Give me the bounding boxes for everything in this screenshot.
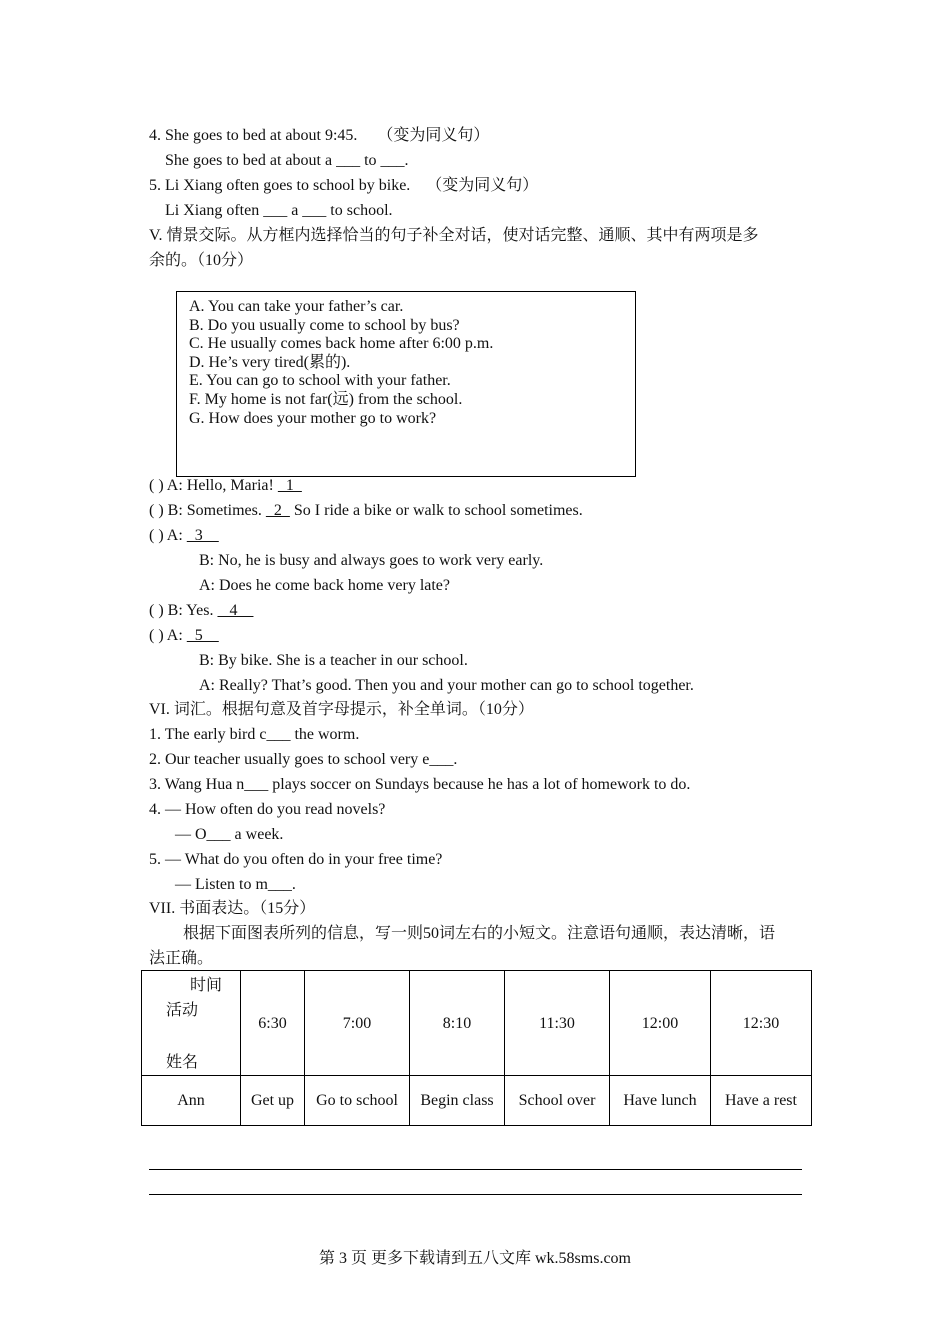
vocab-item-1: 1. The early bird c___ the worm. <box>149 726 360 743</box>
dialog-line-1-text: ( ) A: Hello, Maria! <box>149 477 278 494</box>
corner-time-label: 时间 <box>190 977 223 994</box>
vocab-item-5-question: 5. — What do you often do in your free time? <box>149 851 443 868</box>
q4-prompt: 4. She goes to bed at about 9:45. <box>149 127 358 144</box>
vocab-item-5-answer: — Listen to m___. <box>175 876 296 893</box>
section7-heading: VII. 书面表达。（15分） <box>149 900 316 917</box>
time-cell-4: 11:30 <box>505 971 610 1076</box>
activity-cell-2: Go to school <box>305 1076 410 1126</box>
q5-answer-line: Li Xiang often ___ a ___ to school. <box>165 202 393 219</box>
dialog-line-5: A: Does he come back home very late? <box>199 577 451 594</box>
writing-line-2 <box>149 1194 802 1195</box>
corner-name-label: 姓名 <box>166 1054 199 1071</box>
table-header-row <box>142 971 812 1076</box>
activity-cell-4: School over <box>505 1076 610 1126</box>
section5-heading-line2: 余的。（10分） <box>149 252 254 269</box>
page-footer: 第 3 页 更多下载请到五八文库 wk.58sms.com <box>318 1250 631 1267</box>
options-box <box>176 291 636 477</box>
section5-heading-line1: V. 情景交际。从方框内选择恰当的句子补全对话，使对话完整、通顺、其中有两项是多 <box>149 227 759 244</box>
schedule-table <box>141 970 812 1126</box>
vocab-item-2: 2. Our teacher usually goes to school very e___. <box>149 751 458 768</box>
option-f: F. My home is not far(远) from the school. <box>189 390 463 408</box>
time-cell-1: 6:30 <box>241 971 305 1076</box>
blank-3: 3 <box>186 527 219 544</box>
section6-heading: VI. 词汇。根据句意及首字母提示，补全单词。（10分） <box>149 701 534 718</box>
option-d: D. He’s very tired(累的). <box>189 353 351 371</box>
dialog-line-6 <box>149 601 253 621</box>
option-g: G. How does your mother go to work? <box>189 409 437 427</box>
dialog-line-7-text: ( ) A: <box>149 627 187 644</box>
table-row <box>142 1076 812 1126</box>
time-cell-6: 12:30 <box>711 971 812 1076</box>
section7-instruction-line2: 法正确。 <box>149 950 214 967</box>
dialog-line-2-text: ( ) B: Sometimes. <box>149 502 266 519</box>
name-cell: Ann <box>142 1076 241 1126</box>
dialog-line-3 <box>149 526 219 546</box>
blank-1: 1 <box>277 477 302 494</box>
dialog-line-7 <box>149 626 219 646</box>
time-cell-5: 12:00 <box>610 971 711 1076</box>
activity-cell-5: Have lunch <box>610 1076 711 1126</box>
q5-prompt-line <box>149 176 538 196</box>
dialog-line-2-rest: So I ride a bike or walk to school sometimes. <box>289 502 583 519</box>
activity-cell-6: Have a rest <box>711 1076 812 1126</box>
option-c: C. He usually comes back home after 6:00 p.m. <box>189 335 494 353</box>
dialog-line-4: B: No, he is busy and always goes to work very early. <box>199 552 544 569</box>
table-corner-cell <box>142 971 241 1076</box>
blank-5: 5 <box>186 627 219 644</box>
vocab-item-4-answer: — O___ a week. <box>175 826 284 843</box>
activity-cell-1: Get up <box>241 1076 305 1126</box>
option-b: B. Do you usually come to school by bus? <box>189 316 460 334</box>
activity-cell-3: Begin class <box>410 1076 505 1126</box>
option-e: E. You can go to school with your father. <box>189 372 451 390</box>
q5-prompt: 5. Li Xiang often goes to school by bike. <box>149 177 411 194</box>
dialog-line-6-text: ( ) B: Yes. <box>149 602 218 619</box>
writing-line-1 <box>149 1169 802 1170</box>
dialog-line-3-text: ( ) A: <box>149 527 187 544</box>
vocab-item-3: 3. Wang Hua n___ plays soccer on Sundays because he has a lot of homework to do. <box>149 776 691 793</box>
dialog-line-8: B: By bike. She is a teacher in our school. <box>199 652 468 669</box>
q4-answer-line: She goes to bed at about a ___ to ___. <box>165 152 409 169</box>
q4-note: （变为同义句） <box>377 127 490 144</box>
option-a: A. You can take your father’s car. <box>189 298 404 315</box>
dialog-line-9: A: Really? That’s good. Then you and your mother can go to school together. <box>199 677 694 694</box>
corner-activity-label: 活动 <box>166 1002 199 1019</box>
q5-note: （变为同义句） <box>426 177 539 194</box>
blank-4: 4 <box>217 602 254 619</box>
dialog-line-2 <box>149 501 583 521</box>
q4-prompt-line <box>149 126 489 146</box>
time-cell-3: 8:10 <box>410 971 505 1076</box>
time-cell-2: 7:00 <box>305 971 410 1076</box>
section7-instruction-line1: 根据下面图表所列的信息，写一则50词左右的小短文。注意语句通顺，表达清晰，语 <box>183 925 776 942</box>
dialog-line-1 <box>149 476 302 496</box>
blank-2: 2 <box>265 502 290 519</box>
vocab-item-4-question: 4. — How often do you read novels? <box>149 801 386 818</box>
